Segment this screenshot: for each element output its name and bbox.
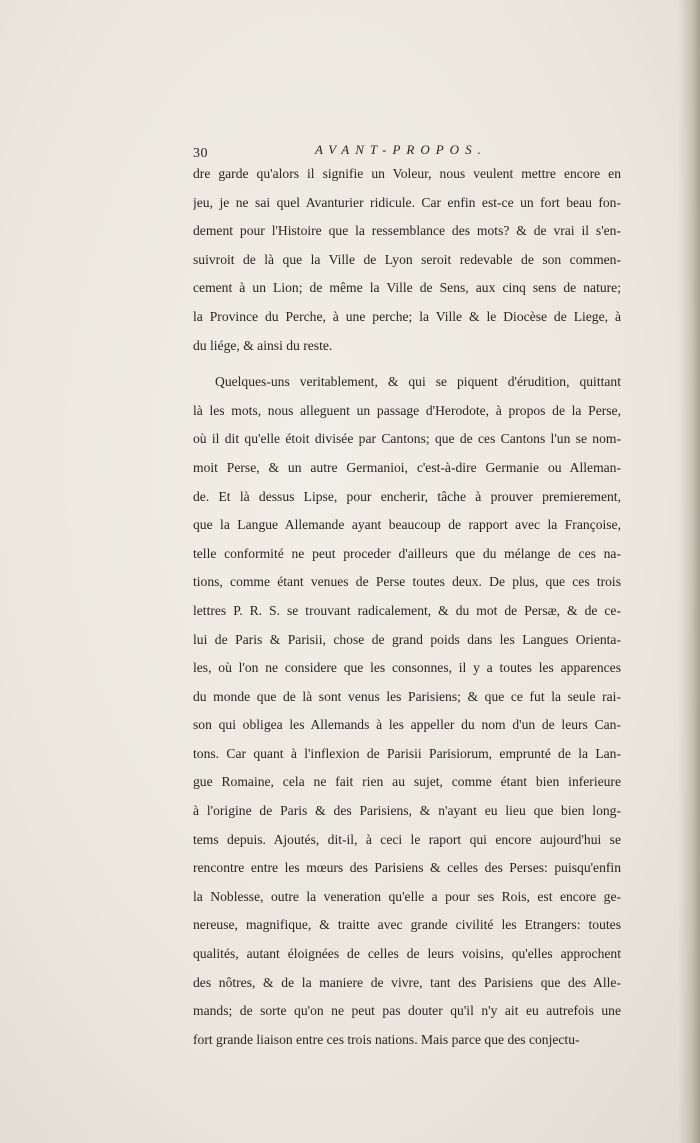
text-line: nereuse, magnifique, & traitte avec grande civilité les Etrangers: toutes bbox=[193, 917, 621, 933]
text-line: suivroit de là que la Ville de Lyon seroit redevable de son commen- bbox=[193, 251, 621, 267]
page-edge-shadow bbox=[678, 0, 700, 1143]
text-line: lettres P. R. S. se trouvant radicalement, & du mot de Persæ, & de ce- bbox=[193, 602, 621, 618]
text-line: dre garde qu'alors il signifie un Voleur, nous veulent mettre encore en bbox=[193, 166, 621, 181]
text-line: rencontre entre les mœurs des Parisiens & celles des Perses: puisqu'enfin bbox=[193, 860, 621, 876]
page-number: 30 bbox=[193, 146, 208, 161]
text-line: son qui obligea les Allemands à les appeller du nom d'un de leurs Can- bbox=[193, 717, 621, 733]
text-line: cement à un Lion; de même la Ville de Sens, aux cinq sens de nature; bbox=[193, 280, 621, 296]
text-line: de. Et là dessus Lipse, pour encherir, tâche à prouver premierement, bbox=[193, 488, 621, 504]
text-line: moit Perse, & un autre Germanioi, c'est-à-dire Germanie ou Alleman- bbox=[193, 459, 621, 475]
text-line: tems depuis. Ajoutés, dit-il, à ceci le raport qui encore aujourd'hui se bbox=[193, 831, 621, 847]
text-line: mands; de sorte qu'on ne peut pas douter qu'il n'y ait eu autrefois une bbox=[193, 1003, 621, 1019]
text-line: dement pour l'Histoire que la ressemblance des mots? & de vrai il s'en- bbox=[193, 223, 621, 239]
text-line: la Province du Perche, à une perche; la Ville & le Diocèse de Liege, à bbox=[193, 308, 621, 324]
paragraph-gap bbox=[193, 360, 621, 368]
text-line: fort grande liaison entre ces trois nations. Mais parce que des conjectu- bbox=[193, 1031, 580, 1047]
text-line: là les mots, nous alleguent un passage d'Herodote, à propos de la Perse, bbox=[193, 402, 621, 418]
text-line: qualités, autant éloignées de celles de leurs voisins, qu'elles approchent bbox=[193, 946, 621, 962]
text-line: du liége, & ainsi du reste. bbox=[193, 337, 333, 353]
text-line: à l'origine de Paris & des Parisiens, & n'ayant eu lieu que bien long- bbox=[193, 803, 621, 819]
text-line: jeu, je ne sai quel Avanturier ridicule. Car enfin est-ce un fort beau fon- bbox=[193, 194, 621, 210]
text-line: des nôtres, & de la maniere de vivre, tant des Parisiens que des Alle- bbox=[193, 974, 621, 990]
text-line: la Noblesse, outre la veneration qu'elle a pour ses Rois, est encore ge- bbox=[193, 888, 621, 904]
text-line: les, où l'on ne considere que les consonnes, il y a toutes les apparences bbox=[193, 660, 621, 676]
body-text bbox=[193, 160, 621, 1054]
text-line: telle conformité ne peut proceder d'ailleurs que du mélange de ces na- bbox=[193, 545, 621, 561]
running-title: AVANT-PROPOS. bbox=[315, 142, 487, 157]
text-line: lui de Paris & Parisii, chose de grand poids dans les Langues Orienta- bbox=[193, 631, 621, 647]
text-line: Quelques-uns veritablement, & qui se piquent d'érudition, quittant bbox=[215, 374, 621, 390]
text-line: tons. Car quant à l'inflexion de Parisii Parisiorum, emprunté de la Lan- bbox=[193, 745, 621, 761]
text-line: tions, comme étant venues de Perse toutes deux. De plus, que ces trois bbox=[193, 574, 621, 590]
text-line: gue Romaine, cela ne fait rien au sujet, comme étant bien inferieure bbox=[193, 774, 621, 790]
text-line: du monde que de là sont venus les Parisiens; & que ce fut la seule rai- bbox=[193, 688, 621, 704]
text-line: que la Langue Allemande ayant beaucoup de rapport avec la Françoise, bbox=[193, 517, 621, 533]
text-line: où il dit qu'elle étoit divisée par Cantons; que de ces Cantons l'un se nom- bbox=[193, 431, 621, 447]
